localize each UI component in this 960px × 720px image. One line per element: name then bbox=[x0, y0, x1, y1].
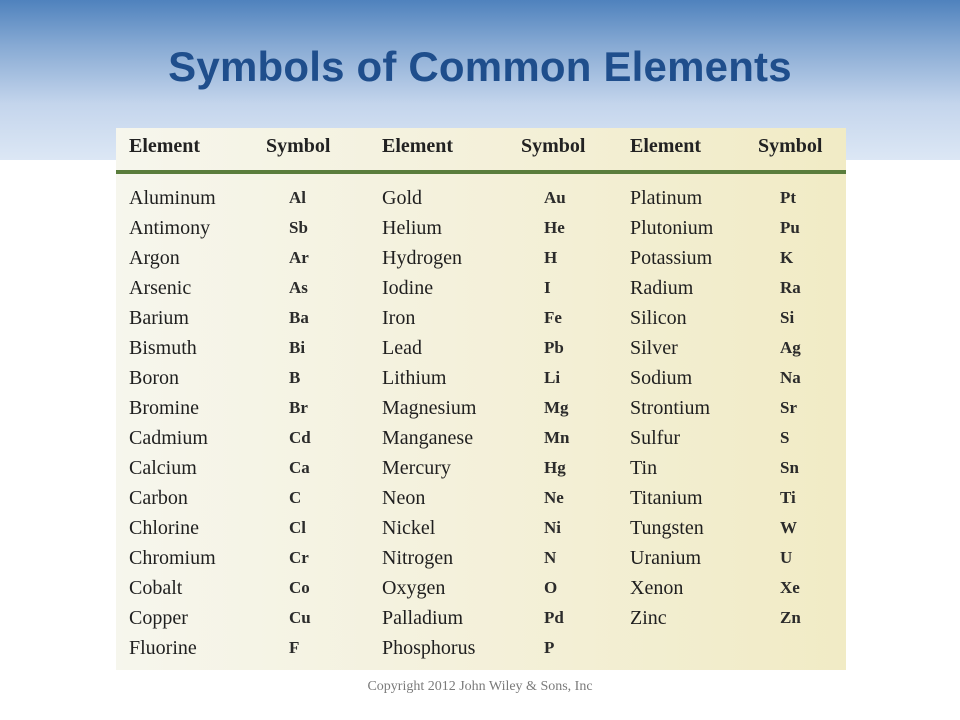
element-name-cell: Sulfur bbox=[630, 427, 680, 449]
copyright-footer: Copyright 2012 John Wiley & Sons, Inc bbox=[367, 679, 593, 694]
element-name-cell: Argon bbox=[129, 247, 180, 269]
element-symbol-cell: W bbox=[780, 518, 797, 537]
element-symbol-cell: Ca bbox=[289, 458, 310, 477]
element-name-cell: Chromium bbox=[129, 547, 216, 569]
element-name-cell: Barium bbox=[129, 307, 189, 329]
header-symbol-2: Symbol bbox=[521, 135, 586, 157]
element-symbol-cell: Sr bbox=[780, 398, 797, 417]
element-name-cell: Iodine bbox=[382, 277, 434, 299]
element-name-cell: Silicon bbox=[630, 307, 687, 329]
element-symbol-cell: N bbox=[544, 548, 557, 567]
element-symbol-cell: Ti bbox=[780, 488, 796, 507]
element-name-cell: Strontium bbox=[630, 397, 711, 419]
element-symbol-cell: H bbox=[544, 248, 558, 267]
element-name-cell: Palladium bbox=[382, 607, 464, 629]
element-symbol-cell: Sn bbox=[780, 458, 799, 477]
header-symbol-1: Symbol bbox=[266, 135, 331, 157]
element-symbol-cell: S bbox=[780, 428, 790, 447]
element-name-cell: Plutonium bbox=[630, 217, 714, 239]
element-symbol-cell: Cl bbox=[289, 518, 306, 537]
element-symbol-cell: U bbox=[780, 548, 793, 567]
element-name-cell: Iron bbox=[382, 307, 416, 329]
element-symbol-cell: Ag bbox=[780, 338, 801, 357]
element-symbol-cell: Bi bbox=[289, 338, 306, 357]
element-symbol-cell: Mn bbox=[544, 428, 570, 447]
element-name-cell: Lead bbox=[382, 337, 422, 359]
element-name-cell: Lithium bbox=[382, 367, 447, 389]
element-symbol-cell: Co bbox=[289, 578, 310, 597]
element-name-cell: Copper bbox=[129, 607, 188, 629]
element-symbol-cell: Li bbox=[544, 368, 561, 387]
element-symbol-cell: Cr bbox=[289, 548, 309, 567]
element-name-cell: Antimony bbox=[129, 217, 211, 239]
element-name-cell: Nickel bbox=[382, 517, 436, 539]
element-name-cell: Nitrogen bbox=[382, 547, 454, 569]
element-name-cell: Cobalt bbox=[129, 577, 183, 599]
element-name-cell: Cadmium bbox=[129, 427, 208, 449]
element-symbol-cell: Xe bbox=[780, 578, 800, 597]
element-symbol-cell: Br bbox=[289, 398, 308, 417]
element-symbol-cell: Ra bbox=[780, 278, 801, 297]
element-name-cell: Xenon bbox=[630, 577, 684, 599]
element-name-cell: Aluminum bbox=[129, 187, 216, 209]
element-symbol-cell: Pu bbox=[780, 218, 800, 237]
element-symbol-cell: Ba bbox=[289, 308, 309, 327]
element-name-cell: Chlorine bbox=[129, 517, 199, 539]
element-name-cell: Magnesium bbox=[382, 397, 477, 419]
element-name-cell: Titanium bbox=[630, 487, 703, 509]
element-name-cell: Silver bbox=[630, 337, 678, 359]
symbol-column-2 bbox=[544, 183, 570, 663]
symbol-column-3 bbox=[780, 183, 801, 633]
element-symbol-cell: As bbox=[289, 278, 308, 297]
element-symbol-cell: He bbox=[544, 218, 565, 237]
element-symbol-cell: Ar bbox=[289, 248, 309, 267]
element-symbol-cell: Pt bbox=[780, 188, 797, 207]
element-name-cell: Boron bbox=[129, 367, 179, 389]
element-name-cell: Oxygen bbox=[382, 577, 446, 599]
element-name-cell: Helium bbox=[382, 217, 442, 239]
element-symbol-cell: F bbox=[289, 638, 300, 657]
element-symbol-cell: Ne bbox=[544, 488, 564, 507]
element-symbol-cell: Hg bbox=[544, 458, 566, 477]
header-element-2: Element bbox=[382, 135, 454, 157]
element-symbol-cell: Si bbox=[780, 308, 795, 327]
element-name-cell: Potassium bbox=[630, 247, 713, 269]
element-symbol-cell: Sb bbox=[289, 218, 308, 237]
element-name-cell: Zinc bbox=[630, 607, 667, 629]
element-symbol-cell: Pb bbox=[544, 338, 564, 357]
symbol-column-1 bbox=[289, 183, 311, 663]
header-element-3: Element bbox=[630, 135, 702, 157]
element-name-cell: Phosphorus bbox=[382, 637, 476, 659]
element-symbol-cell: Na bbox=[780, 368, 801, 387]
element-symbol-cell: I bbox=[544, 278, 551, 297]
element-symbol-cell: Zn bbox=[780, 608, 801, 627]
element-name-cell: Arsenic bbox=[129, 277, 192, 299]
element-symbol-cell: Pd bbox=[544, 608, 564, 627]
element-column-2 bbox=[382, 183, 476, 663]
element-symbol-cell: Cd bbox=[289, 428, 311, 447]
element-name-cell: Fluorine bbox=[129, 637, 197, 659]
header-element-1: Element bbox=[129, 135, 201, 157]
slide-title: Symbols of Common Elements bbox=[168, 43, 792, 90]
element-column-3 bbox=[630, 183, 713, 633]
element-name-cell: Carbon bbox=[129, 487, 188, 509]
element-symbol-cell: Ni bbox=[544, 518, 561, 537]
element-symbol-cell: Al bbox=[289, 188, 306, 207]
element-column-1 bbox=[129, 183, 216, 663]
element-name-cell: Platinum bbox=[630, 187, 703, 209]
elements-table bbox=[116, 128, 846, 670]
element-name-cell: Hydrogen bbox=[382, 247, 462, 269]
element-name-cell: Mercury bbox=[382, 457, 451, 479]
header-symbol-3: Symbol bbox=[758, 135, 823, 157]
element-symbol-cell: O bbox=[544, 578, 558, 597]
element-name-cell: Tin bbox=[630, 457, 658, 479]
element-symbol-cell: K bbox=[780, 248, 794, 267]
element-symbol-cell: Fe bbox=[544, 308, 562, 327]
element-name-cell: Sodium bbox=[630, 367, 693, 389]
element-name-cell: Calcium bbox=[129, 457, 197, 479]
element-name-cell: Neon bbox=[382, 487, 426, 509]
element-symbol-cell: Cu bbox=[289, 608, 311, 627]
table-header-row bbox=[116, 128, 846, 174]
element-name-cell: Tungsten bbox=[630, 517, 704, 539]
element-name-cell: Uranium bbox=[630, 547, 702, 569]
element-name-cell: Bromine bbox=[129, 397, 199, 419]
element-symbol-cell: B bbox=[289, 368, 301, 387]
element-symbol-cell: C bbox=[289, 488, 302, 507]
element-name-cell: Bismuth bbox=[129, 337, 197, 359]
element-name-cell: Gold bbox=[382, 187, 422, 209]
element-symbol-cell: P bbox=[544, 638, 555, 657]
element-symbol-cell: Au bbox=[544, 188, 566, 207]
element-name-cell: Manganese bbox=[382, 427, 474, 449]
element-symbol-cell: Mg bbox=[544, 398, 569, 417]
element-name-cell: Radium bbox=[630, 277, 694, 299]
